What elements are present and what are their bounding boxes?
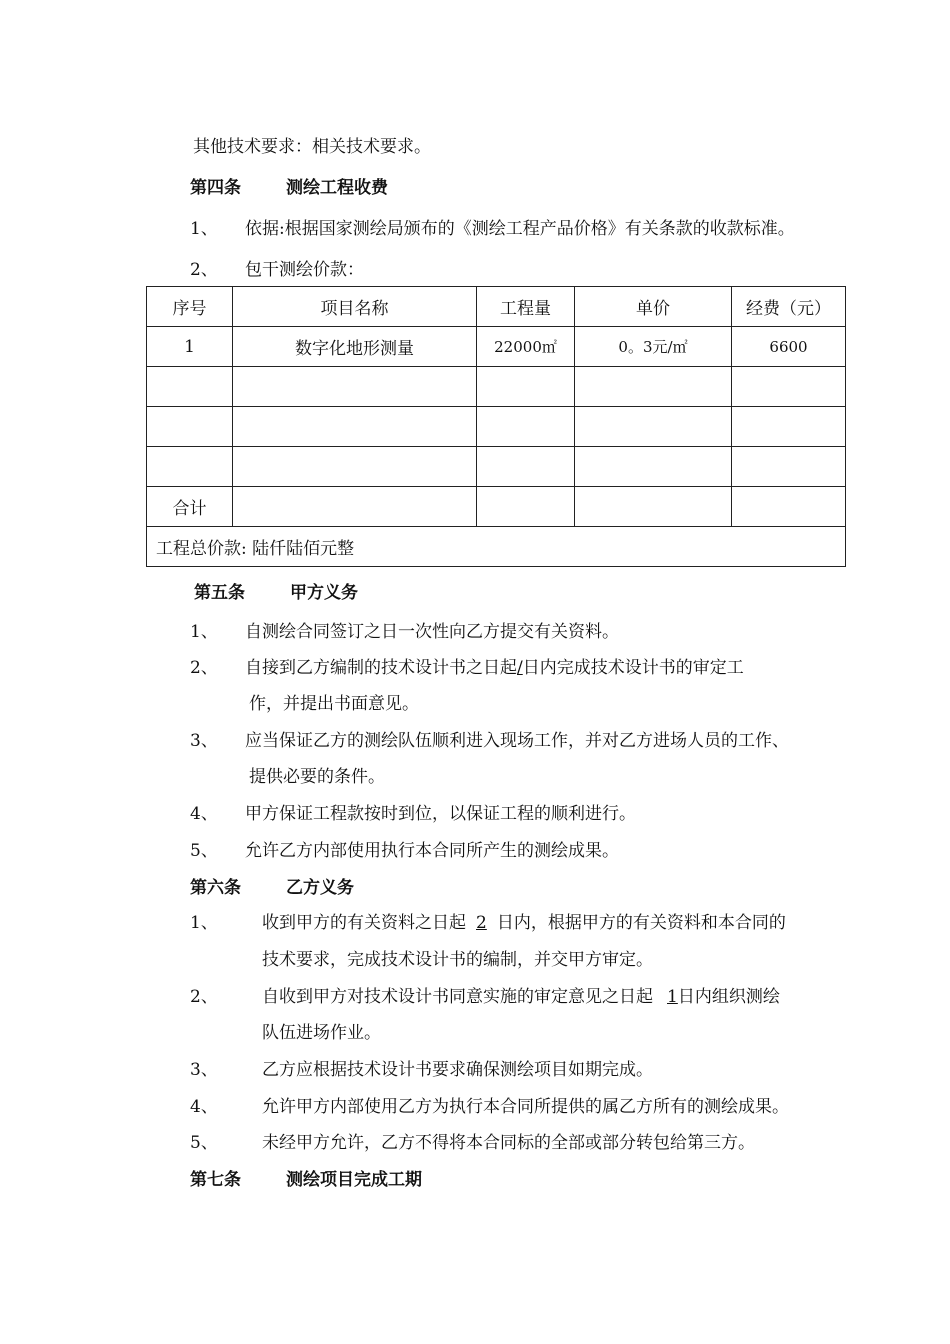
article7-number: 第七条 <box>190 1170 241 1190</box>
article6-item1-text <box>262 912 786 934</box>
article6-item1-continuation: 技术要求，完成技术设计书的编制，并交甲方审定。 <box>262 950 653 970</box>
article4-title: 测绘工程收费 <box>286 178 388 198</box>
table-cell <box>233 367 477 407</box>
article6-item2-blank: 1 <box>667 987 678 1007</box>
article5-item3-continuation: 提供必要的条件。 <box>249 767 385 787</box>
table-cell <box>147 447 233 487</box>
article6-item2-post: 日内组织测绘 <box>677 987 780 1007</box>
table-row <box>147 367 846 407</box>
fee-table <box>146 286 846 567</box>
article6-item1-number: 1、 <box>190 913 218 933</box>
table-total-price-row <box>147 527 846 567</box>
table-cell <box>477 407 575 447</box>
article4-item1-text: 依据:根据国家测绘局颁布的《测绘工程产品价格》有关条款的收款标准。 <box>245 219 795 239</box>
article6-item2-number: 2、 <box>190 987 218 1007</box>
article5-number: 第五条 <box>194 583 245 603</box>
article7-title: 测绘项目完成工期 <box>286 1170 422 1190</box>
header-quantity: 工程量 <box>477 287 575 327</box>
article5-item5-text: 允许乙方内部使用执行本合同所产生的测绘成果。 <box>245 841 619 861</box>
header-unit-price: 单价 <box>575 287 732 327</box>
table-cell <box>147 367 233 407</box>
article6-item3-text: 乙方应根据技术设计书要求确保测绘项目如期完成。 <box>262 1060 653 1080</box>
article5-title: 甲方义务 <box>290 583 358 603</box>
other-tech-requirements: 其他技术要求：相关技术要求。 <box>193 137 431 157</box>
article4-number: 第四条 <box>190 178 241 198</box>
table-cell <box>477 447 575 487</box>
table-cell <box>575 407 732 447</box>
table-row <box>147 407 846 447</box>
article6-item1-post: 日内，根据甲方的有关资料和本合同的 <box>496 913 786 933</box>
table-row <box>147 327 846 367</box>
article6-item1-blank: 2 <box>476 913 487 933</box>
table-cell: 数字化地形测量 <box>233 327 477 367</box>
table-cell <box>575 487 732 527</box>
table-cell <box>147 407 233 447</box>
table-cell <box>233 487 477 527</box>
table-row <box>147 447 846 487</box>
article6-item1-pre: 收到甲方的有关资料之日起 <box>262 913 466 933</box>
article5-item5-number: 5、 <box>190 841 218 861</box>
table-cell <box>732 367 846 407</box>
total-label: 合计 <box>147 487 233 527</box>
table-header-row <box>147 287 846 327</box>
article6-item3-number: 3、 <box>190 1060 218 1080</box>
table-cell <box>732 407 846 447</box>
article5-item2-number: 2、 <box>190 658 218 678</box>
table-cell: 6600 <box>732 327 846 367</box>
article4-item2-number: 2、 <box>190 260 218 280</box>
article6-item2-text <box>262 986 780 1008</box>
table-cell <box>575 367 732 407</box>
table-cell: 0。3元/㎡ <box>575 327 732 367</box>
article6-number: 第六条 <box>190 878 241 898</box>
article6-item4-number: 4、 <box>190 1097 218 1117</box>
article5-item2-blank: / <box>517 658 523 678</box>
table-cell: 1 <box>147 327 233 367</box>
table-cell <box>732 447 846 487</box>
article5-item3-text: 应当保证乙方的测绘队伍顺利进入现场工作，并对乙方进场人员的工作、 <box>245 731 789 751</box>
header-cost: 经费（元） <box>732 287 846 327</box>
article5-item4-number: 4、 <box>190 804 218 824</box>
article5-item1-number: 1、 <box>190 622 218 642</box>
header-serial: 序号 <box>147 287 233 327</box>
article6-item2-pre: 自收到甲方对技术设计书同意实施的审定意见之日起 <box>262 987 653 1007</box>
article4-item1-number: 1、 <box>190 219 218 239</box>
article6-item2-continuation: 队伍进场作业。 <box>262 1023 381 1043</box>
article5-item2-pre: 自接到乙方编制的技术设计书之日起 <box>245 658 517 678</box>
article5-item2-text <box>245 657 744 679</box>
article5-item4-text: 甲方保证工程款按时到位，以保证工程的顺利进行。 <box>245 804 636 824</box>
article5-item1-text: 自测绘合同签订之日一次性向乙方提交有关资料。 <box>245 622 619 642</box>
article5-item3-number: 3、 <box>190 731 218 751</box>
article4-item2-text: 包干测绘价款： <box>245 260 364 280</box>
article6-title: 乙方义务 <box>286 878 354 898</box>
table-total-row <box>147 487 846 527</box>
table-cell <box>477 367 575 407</box>
table-cell <box>233 447 477 487</box>
table-cell <box>477 487 575 527</box>
table-cell: 22000㎡ <box>477 327 575 367</box>
total-price: 工程总价款: 陆仟陆佰元整 <box>147 527 846 567</box>
article6-item5-number: 5、 <box>190 1133 218 1153</box>
article6-item5-text: 未经甲方允许，乙方不得将本合同标的全部或部分转包给第三方。 <box>262 1133 755 1153</box>
article5-item2-post: 日内完成技术设计书的审定工 <box>522 658 744 678</box>
table-cell <box>575 447 732 487</box>
header-project-name: 项目名称 <box>233 287 477 327</box>
table-cell <box>233 407 477 447</box>
article5-item2-continuation: 作，并提出书面意见。 <box>249 694 419 714</box>
table-cell <box>732 487 846 527</box>
article6-item4-text: 允许甲方内部使用乙方为执行本合同所提供的属乙方所有的测绘成果。 <box>262 1097 789 1117</box>
